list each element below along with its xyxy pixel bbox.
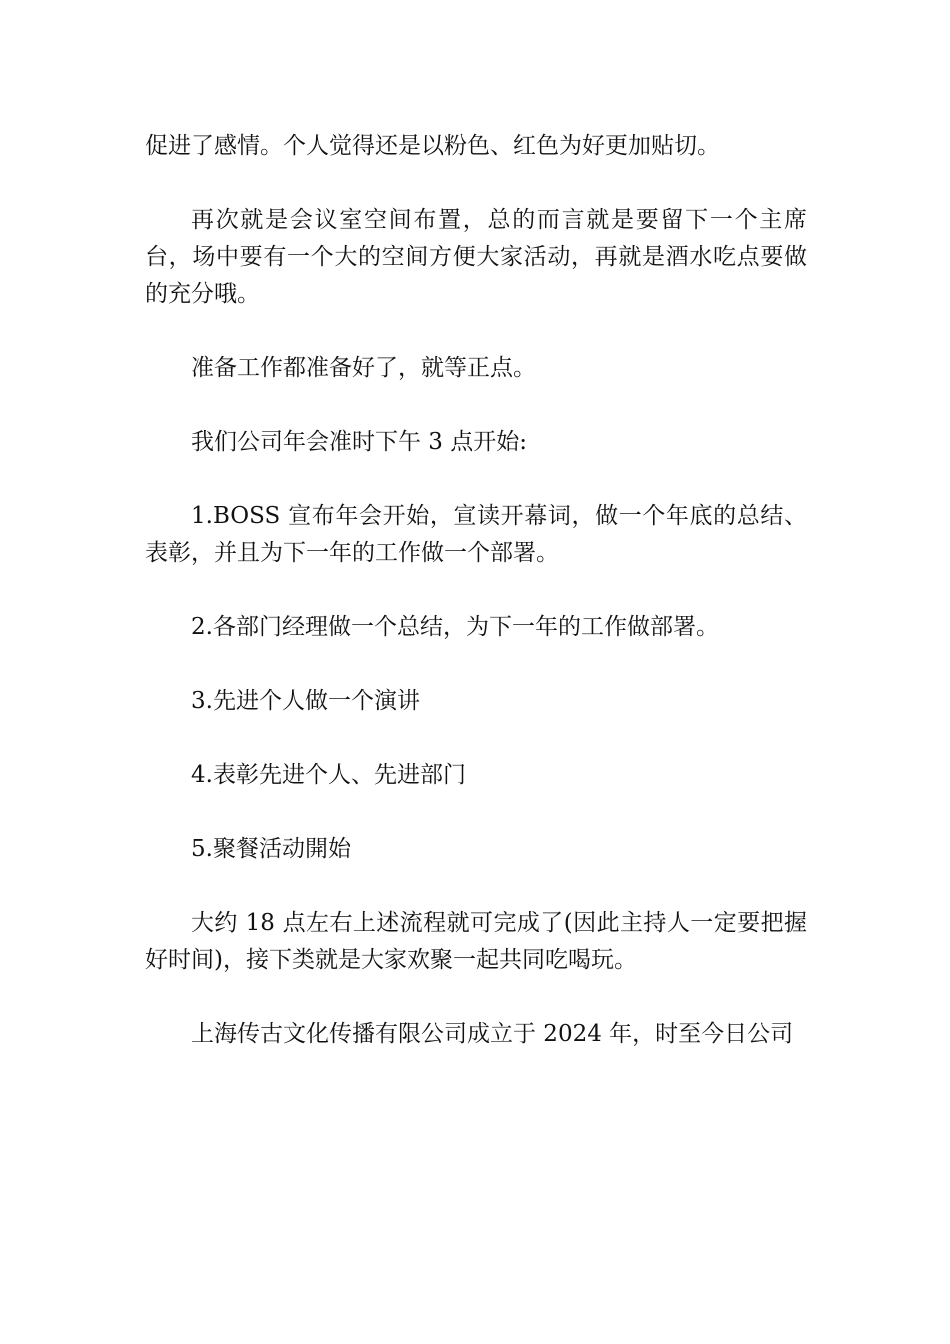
- document-body: [145, 128, 807, 1053]
- paragraph-6: 2.各部门经理做一个总结，为下一年的工作做部署。: [191, 614, 719, 640]
- paragraph-1: 促进了感情。个人觉得还是以粉色、红色为好更加贴切。: [145, 133, 720, 159]
- paragraph-4: 我们公司年会准时下午 3 点开始:: [191, 429, 528, 455]
- paragraph-7: 3.先进个人做一个演讲: [191, 688, 420, 714]
- paragraph-3: 准备工作都准备好了，就等正点。: [191, 355, 536, 381]
- paragraph-9: 5.聚餐活动開始: [191, 836, 351, 862]
- paragraph-2: 再次就是会议室空间布置，总的而言就是要留下一个主席台，场中要有一个大的空间方便大家活动，再就是酒水吃点要做的充分哦。: [145, 207, 807, 307]
- paragraph-5: 1.BOSS 宣布年会开始，宣读开幕词，做一个年底的总结、表彰，并且为下一年的工作做一个部署。: [145, 503, 807, 566]
- paragraph-11: 上海传古文化传播有限公司成立于 2024 年，时至今日公司: [191, 1021, 794, 1047]
- paragraph-10: 大约 18 点左右上述流程就可完成了(因此主持人一定要把握好时间)，接下类就是大家欢聚一起共同吃喝玩。: [145, 910, 807, 973]
- paragraph-8: 4.表彰先进个人、先进部门: [191, 762, 466, 788]
